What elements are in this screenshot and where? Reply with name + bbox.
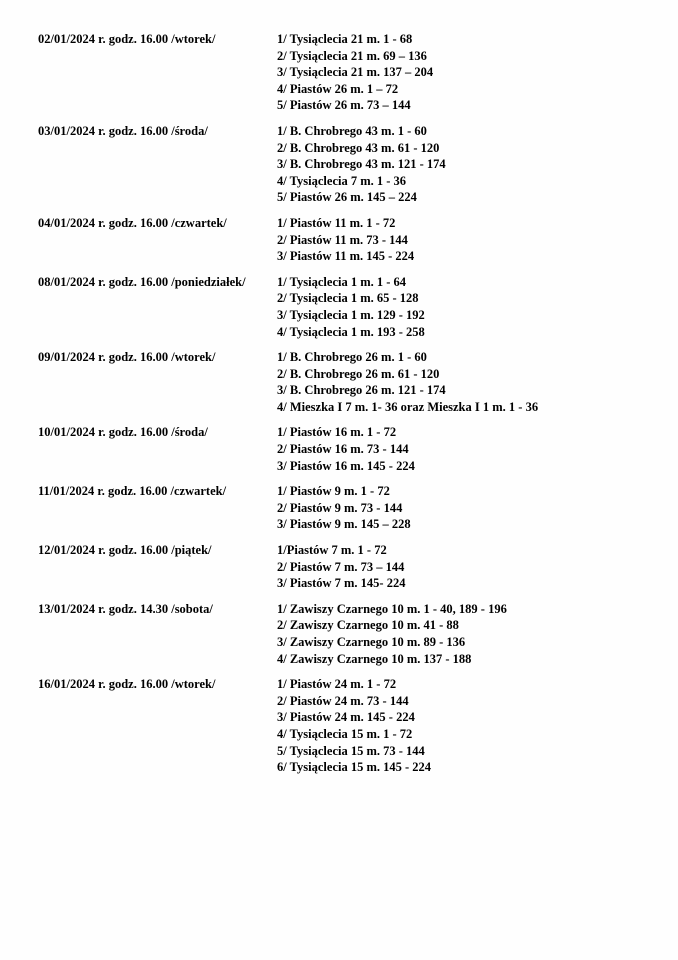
schedule-row bbox=[38, 31, 658, 114]
schedule-date: 13/01/2024 r. godz. 14.30 /sobota/ bbox=[38, 601, 213, 616]
schedule-row bbox=[38, 542, 658, 592]
schedule-item: 4/ Tysiąclecia 7 m. 1 - 36 bbox=[277, 173, 407, 188]
schedule-item: 2/ Tysiąclecia 1 m. 65 - 128 bbox=[277, 291, 419, 306]
schedule-item: 2/ Piastów 7 m. 73 – 144 bbox=[277, 559, 405, 574]
schedule-item: 2/ Piastów 9 m. 73 - 144 bbox=[277, 500, 403, 515]
schedule-item: 2/ Tysiąclecia 21 m. 69 – 136 bbox=[277, 48, 427, 63]
schedule-item: 4/ Tysiąclecia 15 m. 1 - 72 bbox=[277, 726, 413, 741]
schedule-row bbox=[38, 349, 658, 415]
schedule-list bbox=[38, 31, 658, 776]
schedule-item: 4/ Tysiąclecia 1 m. 193 - 258 bbox=[277, 324, 425, 339]
schedule-row bbox=[38, 424, 658, 474]
schedule-item: 5/ Piastów 26 m. 73 – 144 bbox=[277, 98, 411, 113]
schedule-row bbox=[38, 483, 658, 533]
schedule-items bbox=[277, 542, 658, 592]
schedule-item: 3/ Piastów 24 m. 145 - 224 bbox=[277, 710, 415, 725]
schedule-date: 10/01/2024 r. godz. 16.00 /środa/ bbox=[38, 425, 208, 440]
schedule-date: 02/01/2024 r. godz. 16.00 /wtorek/ bbox=[38, 32, 216, 46]
schedule-item: 2/ Piastów 11 m. 73 - 144 bbox=[277, 232, 408, 247]
schedule-item: 3/ Tysiąclecia 21 m. 137 – 204 bbox=[277, 65, 434, 80]
schedule-items bbox=[277, 31, 658, 114]
schedule-items bbox=[277, 349, 658, 415]
schedule-date: 12/01/2024 r. godz. 16.00 /piątek/ bbox=[38, 543, 212, 558]
schedule-item: 1/ Tysiąclecia 21 m. 1 - 68 bbox=[277, 32, 413, 46]
schedule-item: 3/ B. Chrobrego 26 m. 121 - 174 bbox=[277, 383, 446, 398]
schedule-items bbox=[277, 676, 658, 776]
schedule-date: 08/01/2024 r. godz. 16.00 /poniedziałek/ bbox=[38, 274, 246, 289]
schedule-row bbox=[38, 123, 658, 206]
schedule-item: 3/ Zawiszy Czarnego 10 m. 89 - 136 bbox=[277, 635, 466, 649]
schedule-item: 3/ Piastów 16 m. 145 - 224 bbox=[277, 458, 415, 473]
schedule-item: 5/ Tysiąclecia 15 m. 73 - 144 bbox=[277, 743, 425, 758]
schedule-item: 2/ Piastów 16 m. 73 - 144 bbox=[277, 442, 409, 457]
schedule-items bbox=[277, 601, 658, 667]
schedule-row bbox=[38, 676, 658, 776]
schedule-date: 16/01/2024 r. godz. 16.00 /wtorek/ bbox=[38, 677, 216, 692]
schedule-row bbox=[38, 601, 658, 667]
schedule-items bbox=[277, 215, 658, 265]
schedule-item: 1/ B. Chrobrego 26 m. 1 - 60 bbox=[277, 350, 427, 365]
schedule-item: 1/ Zawiszy Czarnego 10 m. 1 - 40, 189 - 196 bbox=[277, 601, 507, 616]
schedule-date: 04/01/2024 r. godz. 16.00 /czwartek/ bbox=[38, 215, 227, 230]
schedule-item: 3/ Piastów 7 m. 145- 224 bbox=[277, 576, 406, 591]
schedule-item: 1/ Tysiąclecia 1 m. 1 - 64 bbox=[277, 274, 407, 289]
schedule-item: 1/ Piastów 11 m. 1 - 72 bbox=[277, 215, 396, 230]
schedule-date: 11/01/2024 r. godz. 16.00 /czwartek/ bbox=[38, 484, 227, 499]
schedule-item: 2/ B. Chrobrego 43 m. 61 - 120 bbox=[277, 140, 440, 155]
schedule-items bbox=[277, 274, 658, 340]
schedule-item: 3/ B. Chrobrego 43 m. 121 - 174 bbox=[277, 157, 446, 172]
schedule-row bbox=[38, 274, 658, 340]
schedule-item: 1/ Piastów 24 m. 1 - 72 bbox=[277, 677, 397, 692]
schedule-date: 03/01/2024 r. godz. 16.00 /środa/ bbox=[38, 123, 208, 138]
schedule-item: 2/ B. Chrobrego 26 m. 61 - 120 bbox=[277, 366, 440, 381]
schedule-item: 1/Piastów 7 m. 1 - 72 bbox=[277, 543, 387, 558]
schedule-item: 1/ Piastów 16 m. 1 - 72 bbox=[277, 425, 397, 440]
schedule-items bbox=[277, 424, 658, 474]
schedule-item: 3/ Piastów 11 m. 145 - 224 bbox=[277, 249, 415, 264]
schedule-item: 3/ Tysiąclecia 1 m. 129 - 192 bbox=[277, 307, 425, 322]
schedule-item: 4/ Mieszka I 7 m. 1- 36 oraz Mieszka I 1 m. 1 - 36 bbox=[277, 399, 539, 414]
schedule-item: 4/ Piastów 26 m. 1 – 72 bbox=[277, 81, 399, 96]
schedule-items bbox=[277, 483, 658, 533]
schedule-item: 3/ Piastów 9 m. 145 – 228 bbox=[277, 517, 411, 532]
schedule-row bbox=[38, 215, 658, 265]
schedule-item: 5/ Piastów 26 m. 145 – 224 bbox=[277, 190, 417, 205]
schedule-items bbox=[277, 123, 658, 206]
schedule-item: 6/ Tysiąclecia 15 m. 145 - 224 bbox=[277, 760, 432, 775]
schedule-item: 2/ Piastów 24 m. 73 - 144 bbox=[277, 693, 409, 708]
schedule-item: 1/ Piastów 9 m. 1 - 72 bbox=[277, 484, 390, 499]
schedule-item: 1/ B. Chrobrego 43 m. 1 - 60 bbox=[277, 123, 427, 138]
schedule-item: 4/ Zawiszy Czarnego 10 m. 137 - 188 bbox=[277, 651, 472, 666]
schedule-item: 2/ Zawiszy Czarnego 10 m. 41 - 88 bbox=[277, 618, 459, 633]
schedule-date: 09/01/2024 r. godz. 16.00 /wtorek/ bbox=[38, 350, 216, 365]
